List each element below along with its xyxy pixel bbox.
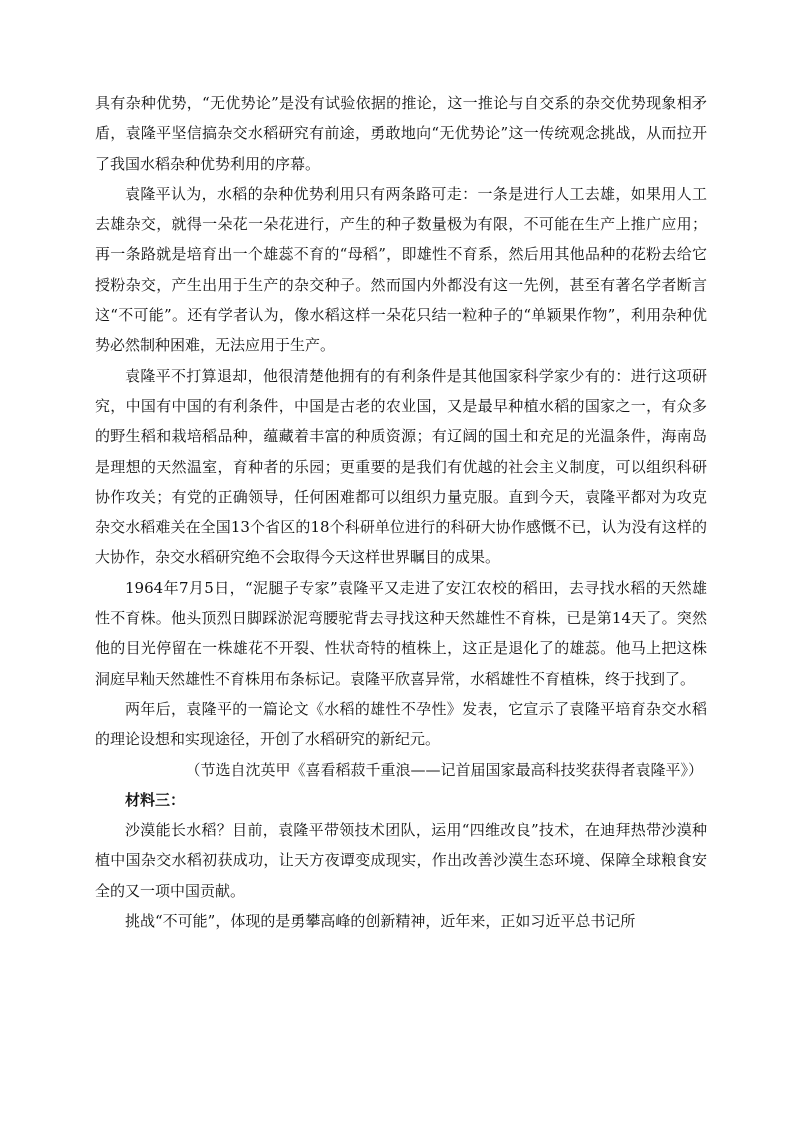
paragraph: 1964年7月5日，“泥腿子专家”袁隆平又走进了安江农校的稻田，去寻找水稻的天然雄性不育株。他头顶烈日脚踩淤泥弯腰驼背去寻找这种天然雄性不育株，已是第14天了。突然他的目光停留在一株雄花不开裂、性状奇特的植株上，这正是退化了的雄蕊。他马上把这株洞庭早籼天然雄性不育株用布条标记。袁隆平欣喜异常，水稻雄性不育植株，终于找到了。 (95, 578, 707, 688)
document-page (95, 88, 707, 936)
paragraph-continuation: 具有杂种优势，“无优势论”是没有试验依据的推论，这一推论与自交系的杂交优势现象相矛盾，袁隆平坚信搞杂交水稻研究有前途，勇敢地向“无优势论”这一传统观念挑战，从而拉开了我国水稻杂种优势利用的序幕。 (95, 94, 707, 173)
paragraph: 两年后，袁隆平的一篇论文《水稻的雄性不孕性》发表，它宣示了袁隆平培育杂交水稻的理论设想和实现途径，开创了水稻研究的新纪元。 (95, 699, 707, 749)
paragraph: 袁隆平不打算退却，他很清楚他拥有的有利条件是其他国家科学家少有的：进行这项研究，中国有中国的有利条件，中国是古老的农业国，又是最早种植水稻的国家之一，有众多的野生稻和栽培稻品种，蕴藏着丰富的种质资源；有辽阔的国土和充足的光温条件，海南岛是理想的天然温室，育种者的乐园；更重要的是我们有优越的社会主义制度，可以组织科研协作攻关；有党的正确领导，任何困难都可以组织力量克服。直到今天，袁隆平都对为攻克杂交水稻难关在全国13个省区的18个科研单位进行的科研大协作感慨不已，认为没有这样的大协作，杂交水稻研究绝不会取得今天这样世界瞩目的成果。 (95, 366, 707, 567)
paragraph: 袁隆平认为，水稻的杂种优势利用只有两条路可走：一条是进行人工去雄，如果用人工去雄杂交，就得一朵花一朵花进行，产生的种子数量极为有限，不可能在生产上推广应用；再一条路就是培育出一个雄蕊不育的“母稻”，即雄性不育系，然后用其他品种的花粉去给它授粉杂交，产生出用于生产的杂交种子。然而国内外都没有这一先例，甚至有著名学者断言这“不可能”。还有学者认为，像水稻这样一朵花只结一粒种子的“单颖果作物”，利用杂种优势必然制种困难，无法应用于生产。 (95, 184, 707, 355)
section-heading: 材料三： (125, 790, 186, 809)
source-citation: （节选自沈英甲《喜看稻菽千重浪——记首届国家最高科技奖获得者袁隆平》） (185, 760, 703, 779)
paragraph: 挑战“不可能”，体现的是勇攀高峰的创新精神，近年来，正如习近平总书记所 (125, 912, 636, 931)
paragraph: 沙漠能长水稻？目前，袁隆平带领技术团队，运用“四维改良”技术，在迪拜热带沙漠种植中国杂交水稻初获成功，让天方夜谭变成现实，作出改善沙漠生态环境、保障全球粮食安全的又一项中国贡献。 (95, 821, 707, 900)
